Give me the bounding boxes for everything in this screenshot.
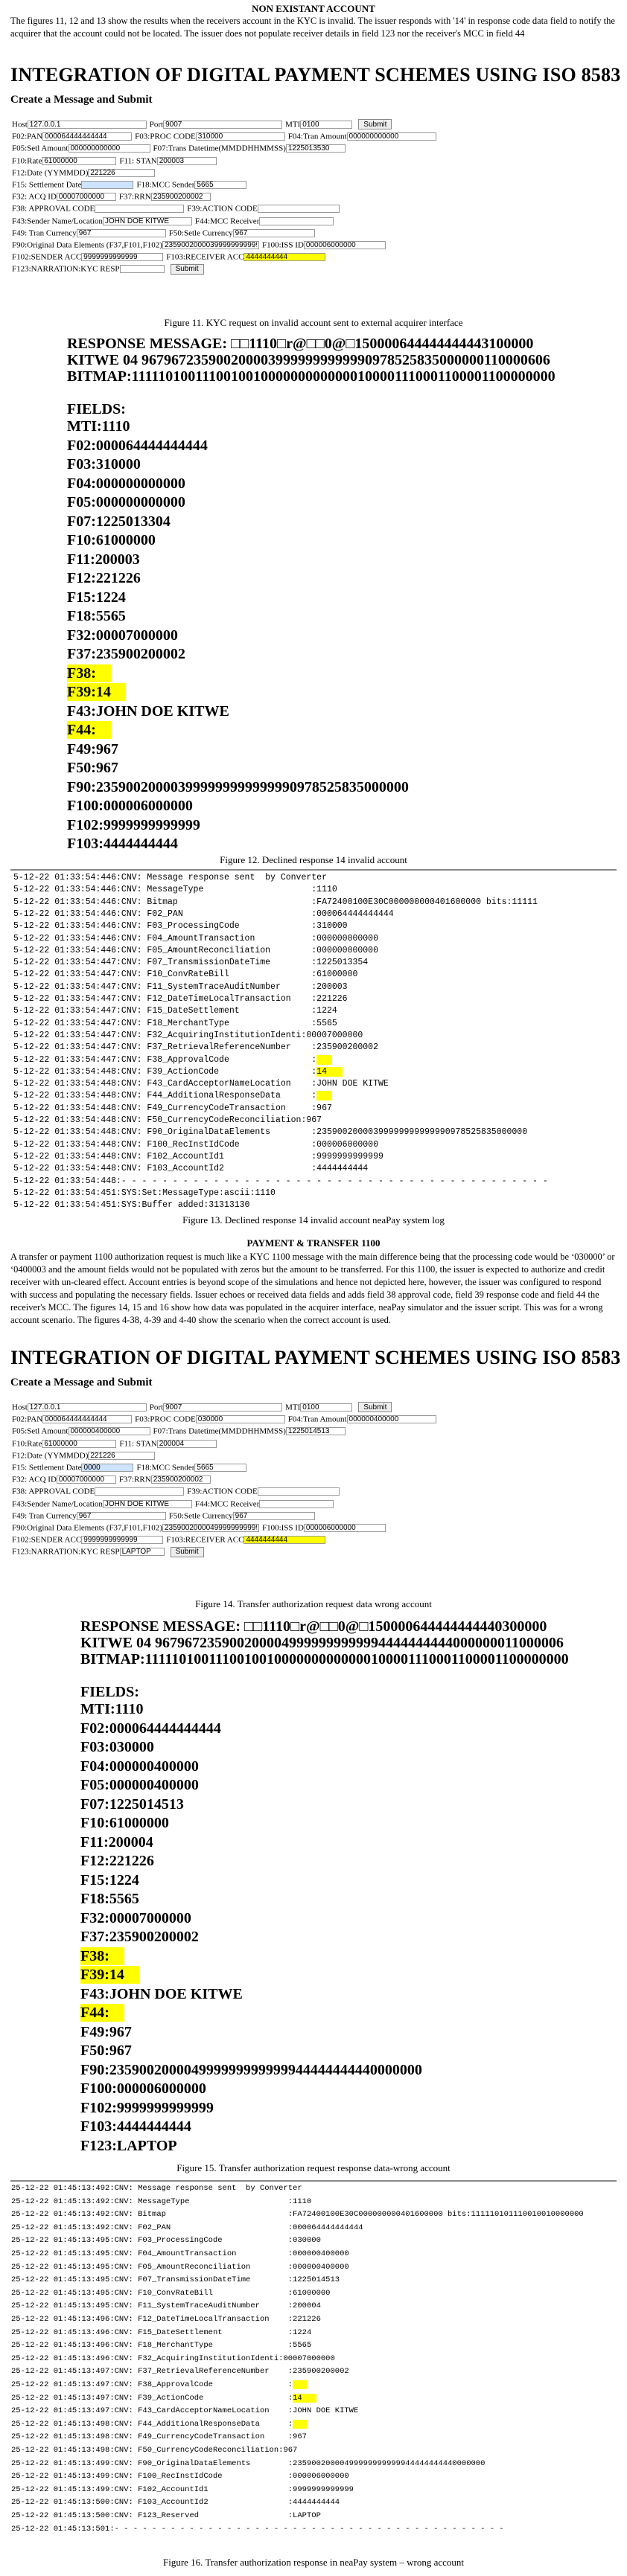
response-field: F44: [67,721,111,739]
f39-field[interactable] [258,1487,340,1496]
form-row [12,251,328,262]
mti-field[interactable] [300,121,352,129]
f44-field[interactable] [259,1500,334,1508]
figure-15-caption: Figure 15. Transfer authorization request response data-wrong account [176,2162,451,2173]
f50-field[interactable] [233,229,315,237]
port-field[interactable] [163,121,282,129]
f102-label: F102:SENDER ACC [12,252,82,262]
response-field: F43:JOHN DOE KITWE [80,1985,243,2002]
host-field[interactable] [28,1403,147,1412]
f32-label: F32: ACQ ID [12,1475,57,1484]
f123-label: F123:NARRATION:KYC RESP [12,1547,120,1557]
log-line: 25-12-22 01:45:13:492:CNV: Bitmap :FA72400100E30C000000000401600000 bits:111110101110010010000000 [11,2210,584,2220]
response-field: F37:235900200002 [67,646,185,662]
form-heading: Create a Message and Submit [10,94,153,106]
f07-label: F07:Trans Datetime(MMDDHHMMSS) [153,1426,286,1436]
form-row [12,1522,389,1533]
response-field: F50:967 [67,760,118,776]
host-label: Host [12,120,28,129]
response-field: F10:61000000 [67,532,156,548]
f123-field[interactable] [120,265,165,273]
log-line: 25-12-22 01:45:13:495:CNV: F11_SystemTraceAuditNumber :200004 [11,2301,321,2311]
f03-field[interactable] [196,132,285,141]
f18-field[interactable] [194,1464,246,1472]
f05-label: F05:Setl Amount [12,1426,69,1436]
log-line: 25-12-22 01:45:13:492:CNV: MessageType :1110 [11,2197,312,2206]
log-line: 5-12-22 01:33:54:447:CNV: F32_AcquiringInstitutionIdenti:00007000000 [13,1030,363,1040]
log-line: 25-12-22 01:45:13:498:CNV: F44_AdditionalResponseData : [11,2419,307,2430]
f37-label: F37:RRN [118,192,151,202]
f103-label: F103:RECEIVER ACC [166,252,244,262]
log-line: 5-12-22 01:33:54:447:CNV: F12_DateTimeLocalTransaction :221226 [13,994,348,1004]
f15-field[interactable] [81,1464,133,1472]
f90-field[interactable] [162,241,259,249]
port-label: Port [149,1403,164,1412]
form-heading-2: Create a Message and Submit [10,1377,153,1388]
f12-label: F12:Date (YYMMDD) [12,168,89,178]
f02-label: F02:PAN [12,132,43,141]
f102-field[interactable] [81,1536,163,1544]
form-row [12,179,249,190]
submit-button-2[interactable]: Submit [171,264,204,275]
response-field: F103:4444444444 [67,836,178,852]
response-field: F05:000000000000 [67,494,185,510]
f49-field[interactable] [77,229,166,237]
f90-field[interactable] [162,1524,259,1532]
form-row [12,1534,328,1545]
log-line: 5-12-22 01:33:54:446:CNV: F05_AmountReconciliation :000000000000 [13,945,378,955]
f38-label: F38: APPROVAL CODE [12,1487,95,1496]
f43-label: F43:Sender Name/Location [12,217,103,226]
log-line: 5-12-22 01:33:54:446:CNV: F03_ProcessingCode :310000 [13,921,348,932]
form-row [12,240,389,250]
response-field: F07:1225014513 [80,1795,184,1813]
log-line: 25-12-22 01:45:13:495:CNV: F10_ConvRateBill :61000000 [11,2288,331,2298]
log-line: 25-12-22 01:45:13:499:CNV: F102_AccountId1 :9999999999999 [11,2484,354,2494]
f49-field[interactable] [77,1512,166,1520]
f10-field[interactable] [42,157,116,165]
log-line: 25-12-22 01:45:13:500:CNV: F103_AccountId2 :4444444444 [11,2498,340,2508]
form-row [12,131,439,141]
f32-label: F32: ACQ ID [12,192,57,202]
log-line: 5-12-22 01:33:54:447:CNV: F38_ApprovalCode : [13,1054,332,1066]
response-field: F100:000006000000 [67,798,193,814]
f02-field[interactable] [42,132,132,141]
f38-field[interactable] [95,205,184,213]
response-field: F90:235900200003999999999999990978525835000000 [67,778,409,795]
form-row [12,1486,343,1496]
f43-field[interactable] [103,1500,192,1508]
response-field: F02:000064444444444 [80,1720,221,1737]
response-field: F18:5565 [80,1891,139,1907]
f90-label: F90:Original Data Elements (F37,F101,F102) [12,1523,162,1533]
f123-label: F123:NARRATION:KYC RESP [12,264,120,274]
f50-label: F50:Setle Currency [168,1511,233,1521]
response-message-line: RESPONSE MESSAGE: □□1110□r@□□0@□150000644444444443100000 [67,336,534,352]
f44-field[interactable] [259,217,334,225]
f49-label: F49: Tran Currency [12,228,77,238]
response-field: F90:235900200004999999999999944444444440000000 [80,2061,422,2078]
f02-label: F02:PAN [12,1414,43,1424]
form-row [12,263,204,274]
response-field: F02:000064444444444 [67,437,208,454]
submit-button[interactable]: Submit [358,1402,392,1412]
section-heading-payment: PAYMENT & TRANSFER 1100 [246,1237,381,1249]
host-field[interactable] [28,121,147,129]
log-line: 25-12-22 01:45:13:495:CNV: F07_TransmissionDateTime :1225014513 [11,2275,340,2285]
log-line: 5-12-22 01:33:54:447:CNV: F15_DateSettlement :1224 [13,1006,337,1016]
bitmap-line: BITMAP:1111101001110010010000000000000100001110001100001100000000 [80,1651,569,1667]
log-line: 25-12-22 01:45:13:497:CNV: F43_CardAcceptorNameLocation :JOHN DOE KITWE [11,2406,359,2416]
f18-field[interactable] [194,181,246,189]
f10-field[interactable] [42,1440,116,1448]
log-line: 5-12-22 01:33:54:447:CNV: F11_SystemTraceAuditNumber :200003 [13,981,348,992]
response-field: F102:9999999999999 [80,2099,214,2116]
response-field: F32:00007000000 [80,1909,191,1926]
f12-field[interactable] [88,169,155,177]
f11-label: F11: STAN [119,1439,157,1449]
f15-label: F15: Settlement Date [12,1463,82,1473]
response-field: F04:000000000000 [67,475,185,492]
response-field: F12:221226 [80,1853,154,1869]
log-line: 5-12-22 01:33:54:446:CNV: F02_PAN :000064444444444 [13,909,394,919]
log-line: 25-12-22 01:45:13:496:CNV: F15_DateSettlement :1224 [11,2327,312,2337]
log-line: 25-12-22 01:45:13:495:CNV: F03_ProcessingCode :030000 [11,2236,321,2246]
log-line: 25-12-22 01:45:13:496:CNV: F18_MerchantType :5565 [11,2341,312,2351]
host-label: Host [12,1403,28,1412]
f103-field[interactable] [244,1536,325,1544]
response-field: F12:221226 [67,570,141,586]
form-row [12,1462,249,1473]
response-field: F07:1225013304 [67,513,171,530]
response-field: F49:967 [80,2023,132,2040]
port-label: Port [149,120,164,129]
response-field: F18:5565 [67,608,126,624]
f39-field[interactable] [258,205,340,213]
f11-label: F11: STAN [119,156,157,166]
response-message-line: RESPONSE MESSAGE: □□1110□r@□□0@□150000644444444440300000 [80,1618,547,1635]
submit-button-2[interactable]: Submit [171,1547,204,1557]
log-line: 5-12-22 01:33:54:446:CNV: MessageType :1110 [13,885,337,895]
f49-label: F49: Tran Currency [12,1511,77,1521]
response-field: F11:200003 [67,551,140,568]
form-row [12,1546,204,1557]
f38-field[interactable] [95,1487,184,1496]
response-field: F39:14 [67,683,126,701]
f07-label: F07:Trans Datetime(MMDDHHMMSS) [153,144,286,153]
f03-label: F03:PROC CODE [135,1414,196,1424]
log-line: 5-12-22 01:33:54:451:SYS:Set:MessageType:ascii:1110 [13,1188,276,1198]
f37-label: F37:RRN [118,1475,151,1484]
fields-heading: FIELDS: [67,401,126,417]
f100-field[interactable] [304,241,386,249]
f11-field[interactable] [157,1440,217,1448]
f18-label: F18:MCC Sender [136,180,195,190]
response-field: F38: [80,1947,124,1965]
response-field: MTI:1110 [67,418,130,435]
f05-label: F05:Setl Amount [12,144,69,153]
response-field: F03:030000 [80,1739,154,1755]
f07-field[interactable] [286,1427,346,1435]
mti-label: MTI [285,1403,301,1412]
log-line: 5-12-22 01:33:54:447:CNV: F37_RetrievalReferenceNumber :235900200002 [13,1042,378,1053]
log-line: 5-12-22 01:33:54:448:CNV: F39_ActionCode :14 [13,1066,343,1077]
form-row [12,167,158,178]
f123-field[interactable] [120,1548,165,1556]
form-row [12,216,337,226]
f103-label: F103:RECEIVER ACC [166,1535,244,1545]
submit-button[interactable]: Submit [358,119,392,129]
response-field: F32:00007000000 [67,627,178,644]
f44-label: F44:MCC Receiver [194,1499,260,1509]
f18-label: F18:MCC Sender [136,1463,195,1473]
log-line: 25-12-22 01:45:13:497:CNV: F39_ActionCode :14 [11,2393,316,2403]
log-line: 5-12-22 01:33:54:447:CNV: F07_TransmissionDateTime :1225013354 [13,958,369,968]
f38-label: F38: APPROVAL CODE [12,204,95,214]
f37-field[interactable] [151,1476,211,1484]
response-message-line: KITWE 04 9679672359002000049999999999994444444444000000011000006 [80,1635,564,1651]
form-row [12,203,343,214]
response-field: F15:1224 [80,1871,139,1888]
section-paragraph: A transfer or payment 1100 authorization request is much like a KYC 1100 message with the main difference being that the processing code would be ‘030000’ or ‘0400003 and the amount fields would not be populated with zeros but the amount to be transferred. For this 1100, the issuer is expected to authorize and credit receiver with un-cleared effect. Account entries is beyond scope of the simulations and hence not depicted here, however, the issuer was configured to respond with success and populating the necessary fields. Issuer echoes or received data fields and adds field 38 approval code, field 39 response code and field 44 the receiver's MCC. The figures 14, 15 and 16 show how data was populated in the acquirer interface, neaPay simulator and the issuer script. This was for a wrong account scenario. The figures 4-38, 4-39 and 4-40 show the scenario when the correct account is used. [10,1252,615,1325]
f102-field[interactable] [81,253,163,261]
log-line: 5-12-22 01:33:54:446:CNV: Message response sent by Converter [13,873,327,882]
log-line: 25-12-22 01:45:13:497:CNV: F37_RetrievalReferenceNumber :235900200002 [11,2367,349,2377]
log-line: 25-12-22 01:45:13:495:CNV: F04_AmountTransaction :000000400000 [11,2249,349,2258]
form-row [12,1499,337,1509]
figure-12-caption: Figure 12. Declined response 14 invalid account [220,854,407,865]
response-field: F100:000006000000 [80,2080,206,2097]
response-field: F43:JOHN DOE KITWE [67,702,229,720]
f07-field[interactable] [286,144,346,153]
mti-field[interactable] [300,1403,352,1412]
mti-label: MTI [285,120,301,129]
response-message-line: KITWE 04 9679672359002000039999999999990978525835000000110000606 [67,352,550,368]
figure-13-caption: Figure 13. Declined response 14 invalid account neaPay system log [182,1214,445,1225]
form-row [12,1426,348,1436]
f03-field[interactable] [196,1415,285,1423]
form-row [12,1450,158,1461]
f12-label: F12:Date (YYMMDD) [12,1451,89,1461]
response-field: F04:000000400000 [80,1758,199,1775]
message-form [12,119,623,290]
response-field: F11:200004 [80,1833,153,1851]
log-line: 25-12-22 01:45:13:496:CNV: F32_AcquiringInstitutionIdenti:00007000000 [11,2354,335,2363]
log-line: 25-12-22 01:45:13:496:CNV: F12_DateTimeLocalTransaction :221226 [11,2315,321,2324]
f11-field[interactable] [157,157,217,165]
form-row [12,1474,214,1484]
log-line: 5-12-22 01:33:54:447:CNV: F18_MerchantType :5565 [13,1018,337,1028]
message-form-2 [12,1402,623,1573]
f15-label: F15: Settlement Date [12,180,82,190]
log-line: 5-12-22 01:33:54:448:CNV: F103_AccountId2 :4444444444 [13,1164,369,1174]
f32-field[interactable] [57,193,116,201]
f90-label: F90:Original Data Elements (F37,F101,F102) [12,240,162,250]
response-field: MTI:1110 [80,1701,144,1717]
intro-paragraph: The figures 11, 12 and 13 show the results when the receivers account in the KYC is invalid. The issuer responds with '14' in response code data field to notify the acquirer that the account could not be located. The issuer does not populate receiver details in field 123 nor the receiver's MCC in field 44 [10,16,615,39]
f100-label: F100:ISS ID [261,1523,304,1533]
log-line: 25-12-22 01:45:13:498:CNV: F49_CurrencyCodeTransaction :967 [11,2432,307,2442]
form-row [12,228,318,238]
figure-16-caption: Figure 16. Transfer authorization response in neaPay system – wrong account [162,2557,464,2568]
f100-label: F100:ISS ID [261,240,304,250]
f05-field[interactable] [69,1427,150,1435]
log-line: 25-12-22 01:45:13:495:CNV: F05_AmountReconciliation :000000400000 [11,2262,349,2272]
form-row [12,191,214,202]
response-field: F49:967 [67,740,118,757]
page-title: INTEGRATION OF DIGITAL PAYMENT SCHEMES USING ISO 8583 [10,64,621,86]
bitmap-line: BITMAP:1111101001110010010000000000000100001110001100001100000000 [67,368,556,385]
log-line: 25-12-22 01:45:13:492:CNV: Message response sent by Converter [11,2184,302,2193]
f04-field[interactable] [347,1415,436,1423]
response-field: F03:310000 [67,456,141,472]
log-line: 25-12-22 01:45:13:497:CNV: F38_ApprovalCode : [11,2380,307,2391]
f04-field[interactable] [347,132,436,141]
log-line: 5-12-22 01:33:54:446:CNV: Bitmap :FA72400100E30C000000000401600000 bits:11111 [13,897,538,907]
log-line: 5-12-22 01:33:54:448:CNV: F44_AdditionalResponseData : [13,1090,332,1102]
log-line: 25-12-22 01:45:13:501:- - - - - - - - - - - - - - - - - - - - - - - - - - - - - - - - - - - - - - - - - - [11,2524,504,2534]
f32-field[interactable] [57,1476,116,1484]
form-row [12,119,392,129]
response-field: F102:9999999999999 [67,816,200,833]
form-row [12,156,220,166]
log-line: 25-12-22 01:45:13:498:CNV: F50_CurrencyCodeReconciliation:967 [11,2446,298,2455]
response-field: F05:000000400000 [80,1777,199,1793]
response-field: F37:235900200002 [80,1929,199,1945]
response-field: F44: [80,2004,124,2022]
f50-label: F50:Setle Currency [168,228,233,238]
log-line: 5-12-22 01:33:54:448:CNV: F90_OriginalDataElements :23590020000399999999999990978525835000000 [13,1127,528,1138]
page-title-2: INTEGRATION OF DIGITAL PAYMENT SCHEMES USING ISO 8583 [10,1347,621,1368]
figure-11-caption: Figure 11. KYC request on invalid account sent to external acquirer interface [164,317,463,328]
response-field: F50:967 [80,2042,132,2059]
response-field: F38: [67,664,111,682]
log-line: 5-12-22 01:33:54:451:SYS:Buffer added:31313130 [13,1200,250,1211]
f05-field[interactable] [69,144,150,153]
log-line: 25-12-22 01:45:13:499:CNV: F90_OriginalDataElements :23590020000499999999999944444444440000000 [11,2458,486,2468]
f12-field[interactable] [88,1452,155,1460]
port-field[interactable] [163,1403,282,1412]
log-line: 5-12-22 01:33:54:448:CNV: F49_CurrencyCodeTransaction :967 [13,1103,332,1113]
response-field: F10:61000000 [80,1815,169,1831]
f102-label: F102:SENDER ACC [12,1535,82,1545]
form-row [12,1510,318,1521]
f43-field[interactable] [103,217,192,225]
log-line: 25-12-22 01:45:13:499:CNV: F100_RecInstIdCode :000006000000 [11,2472,349,2482]
log-line: 5-12-22 01:33:54:448:CNV: F43_CardAcceptorNameLocation :JOHN DOE KITWE [13,1079,389,1089]
response-field: F39:14 [80,1966,139,1984]
f04-label: F04:Tran Amount [287,132,347,141]
section-heading-non-existant: NON EXISTANT ACCOUNT [252,3,375,14]
log-line: 5-12-22 01:33:54:447:CNV: F10_ConvRateBill :61000000 [13,970,358,980]
f02-field[interactable] [42,1415,132,1423]
f39-label: F39:ACTION CODE [187,1487,258,1496]
form-row [12,143,348,153]
f50-field[interactable] [233,1512,315,1520]
response-field: F103:4444444444 [80,2118,191,2135]
f04-label: F04:Tran Amount [287,1414,347,1424]
f10-label: F10:Rate [12,1439,42,1449]
log-line: 5-12-22 01:33:54:448:CNV: F100_RecInstIdCode :000006000000 [13,1139,378,1150]
f03-label: F03:PROC CODE [135,132,196,141]
f39-label: F39:ACTION CODE [187,204,258,214]
form-row [12,1402,392,1412]
log-line: 5-12-22 01:33:54:448:CNV: F102_AccountId1 :9999999999999 [13,1151,383,1162]
log-line: 5-12-22 01:33:54:446:CNV: F04_AmountTransaction :000000000000 [13,933,378,943]
log-line: 25-12-22 01:45:13:500:CNV: F123_Reserved :LAPTOP [11,2511,321,2520]
figure-14-caption: Figure 14. Transfer authorization request data wrong account [195,1598,432,1609]
log-line: 5-12-22 01:33:54:448:CNV: F50_CurrencyCodeReconciliation:967 [13,1115,322,1125]
f44-label: F44:MCC Receiver [194,217,260,226]
response-field: F123:LAPTOP [80,2137,177,2154]
f103-field[interactable] [244,253,325,261]
form-row [12,1414,439,1424]
f15-field[interactable] [81,181,133,189]
f10-label: F10:Rate [12,156,42,166]
f100-field[interactable] [304,1524,386,1532]
log-line: 5-12-22 01:33:54:448:- - - - - - - - - - - - - - - - - - - - - - - - - - - - - - - - - - - - - - - - - - [13,1176,548,1186]
f43-label: F43:Sender Name/Location [12,1499,103,1509]
log-line: 25-12-22 01:45:13:492:CNV: F02_PAN :000064444444444 [11,2223,363,2232]
fields-heading: FIELDS: [80,1684,139,1700]
f37-field[interactable] [151,193,211,201]
response-field: F15:1224 [67,589,126,606]
form-row [12,1438,220,1449]
